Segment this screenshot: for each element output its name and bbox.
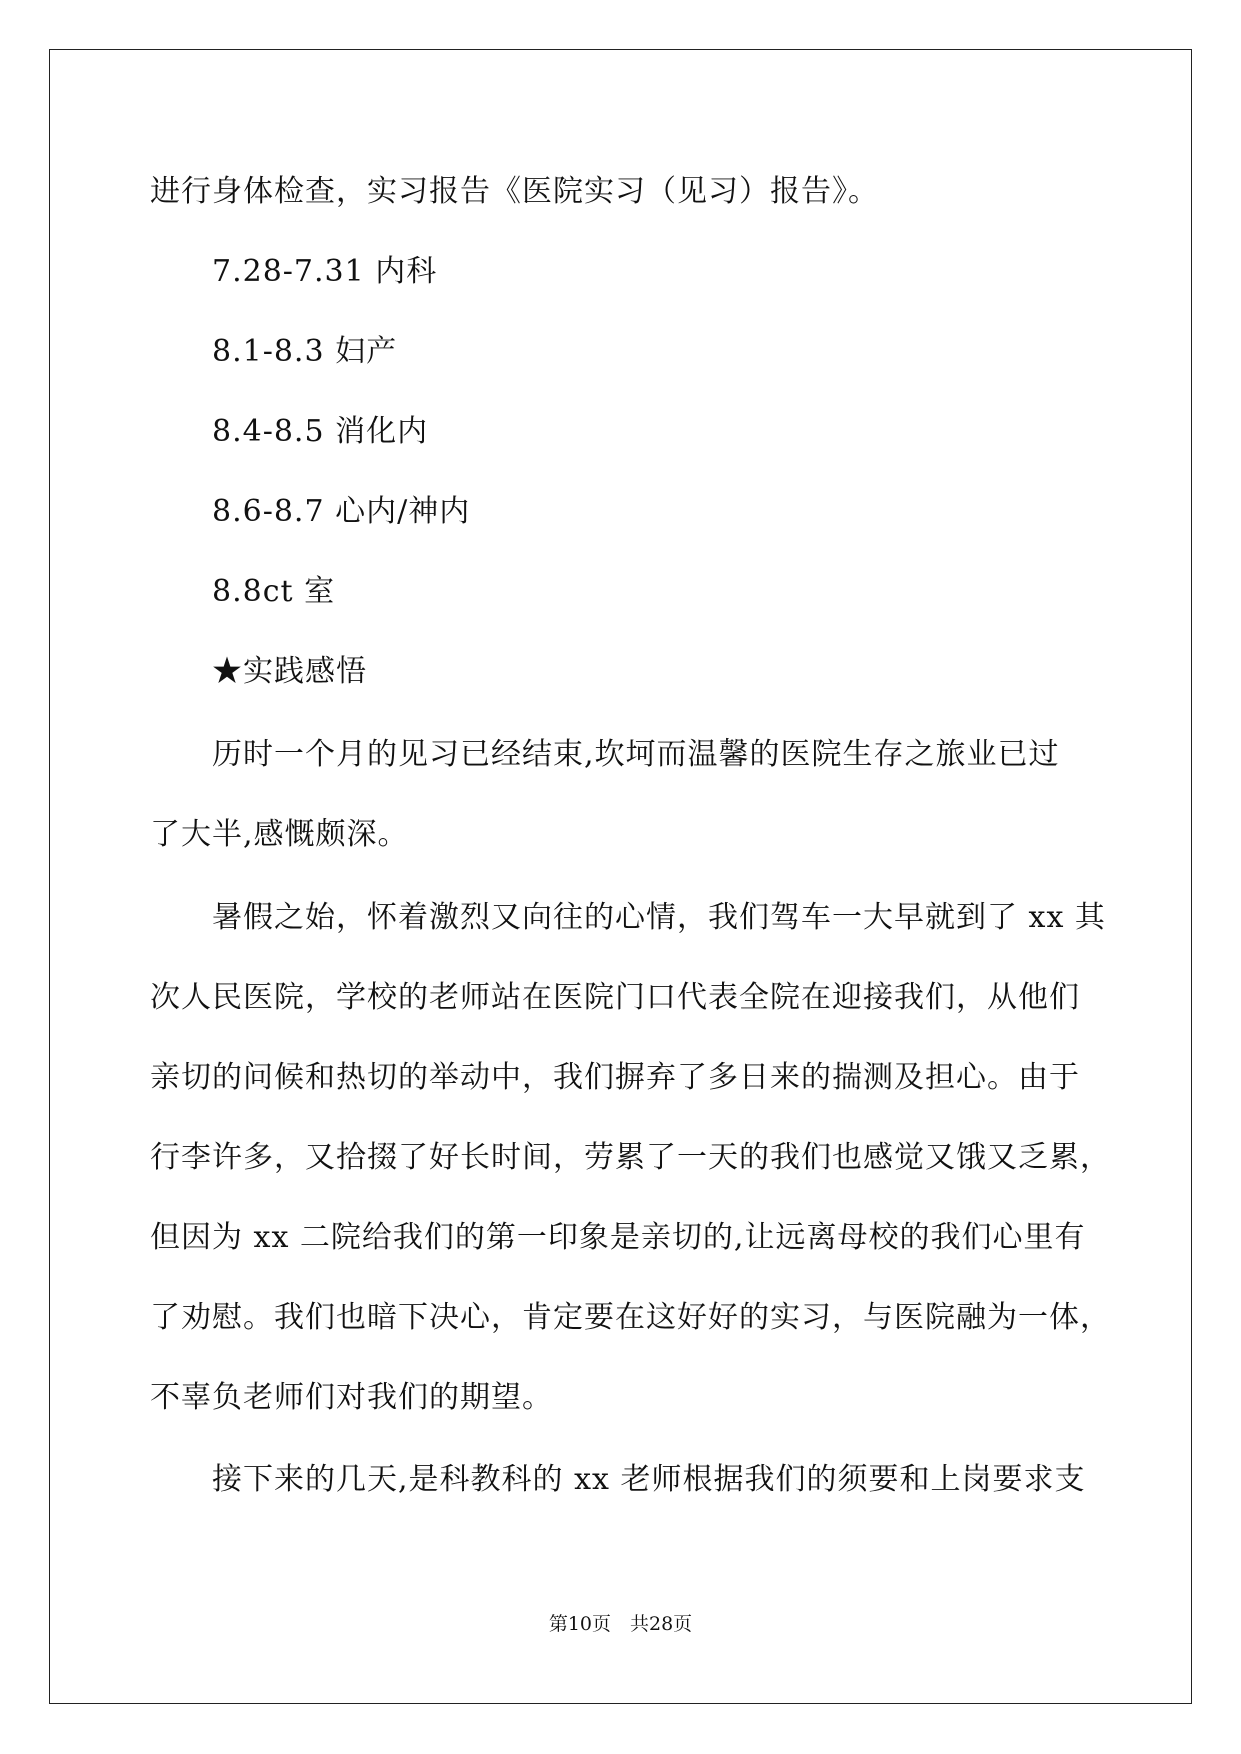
page-border: [49, 49, 1192, 1704]
section-heading: ★实践感悟: [212, 654, 367, 689]
schedule-item: 8.6-8.7 心内/神内: [212, 494, 471, 529]
paragraph-line: 亲切的问候和热切的举动中，我们摒弃了多日来的揣测及担心。由于: [150, 1060, 1080, 1095]
page-number: 第10页 共28页: [548, 1613, 693, 1635]
paragraph-line: 历时一个月的见习已经结束,坎坷而温馨的医院生存之旅业已过: [212, 737, 1060, 772]
paragraph-line: 暑假之始，怀着激烈又向往的心情，我们驾车一大早就到了 xx 其: [212, 900, 1106, 935]
schedule-item: 8.8ct 室: [212, 574, 336, 609]
paragraph-line: 不辜负老师们对我们的期望。: [150, 1380, 553, 1415]
schedule-item: 8.4-8.5 消化内: [212, 414, 429, 449]
paragraph-line: 了劝慰。我们也暗下决心，肯定要在这好好的实习，与医院融为一体，: [150, 1300, 1111, 1335]
schedule-item: 7.28-7.31 内科: [212, 254, 438, 289]
schedule-item: 8.1-8.3 妇产: [212, 334, 398, 369]
paragraph-line: 了大半,感慨颇深。: [150, 817, 409, 852]
text-line: 进行身体检查，实习报告《医院实习（见习）报告》。: [150, 174, 879, 209]
paragraph-line: 接下来的几天,是科教科的 xx 老师根据我们的须要和上岗要求支: [212, 1462, 1086, 1497]
paragraph-line: 次人民医院，学校的老师站在医院门口代表全院在迎接我们，从他们: [150, 980, 1080, 1015]
paragraph-line: 但因为 xx 二院给我们的第一印象是亲切的,让远离母校的我们心里有: [150, 1220, 1086, 1255]
paragraph-line: 行李许多，又拾掇了好长时间，劳累了一天的我们也感觉又饿又乏累，: [150, 1140, 1111, 1175]
